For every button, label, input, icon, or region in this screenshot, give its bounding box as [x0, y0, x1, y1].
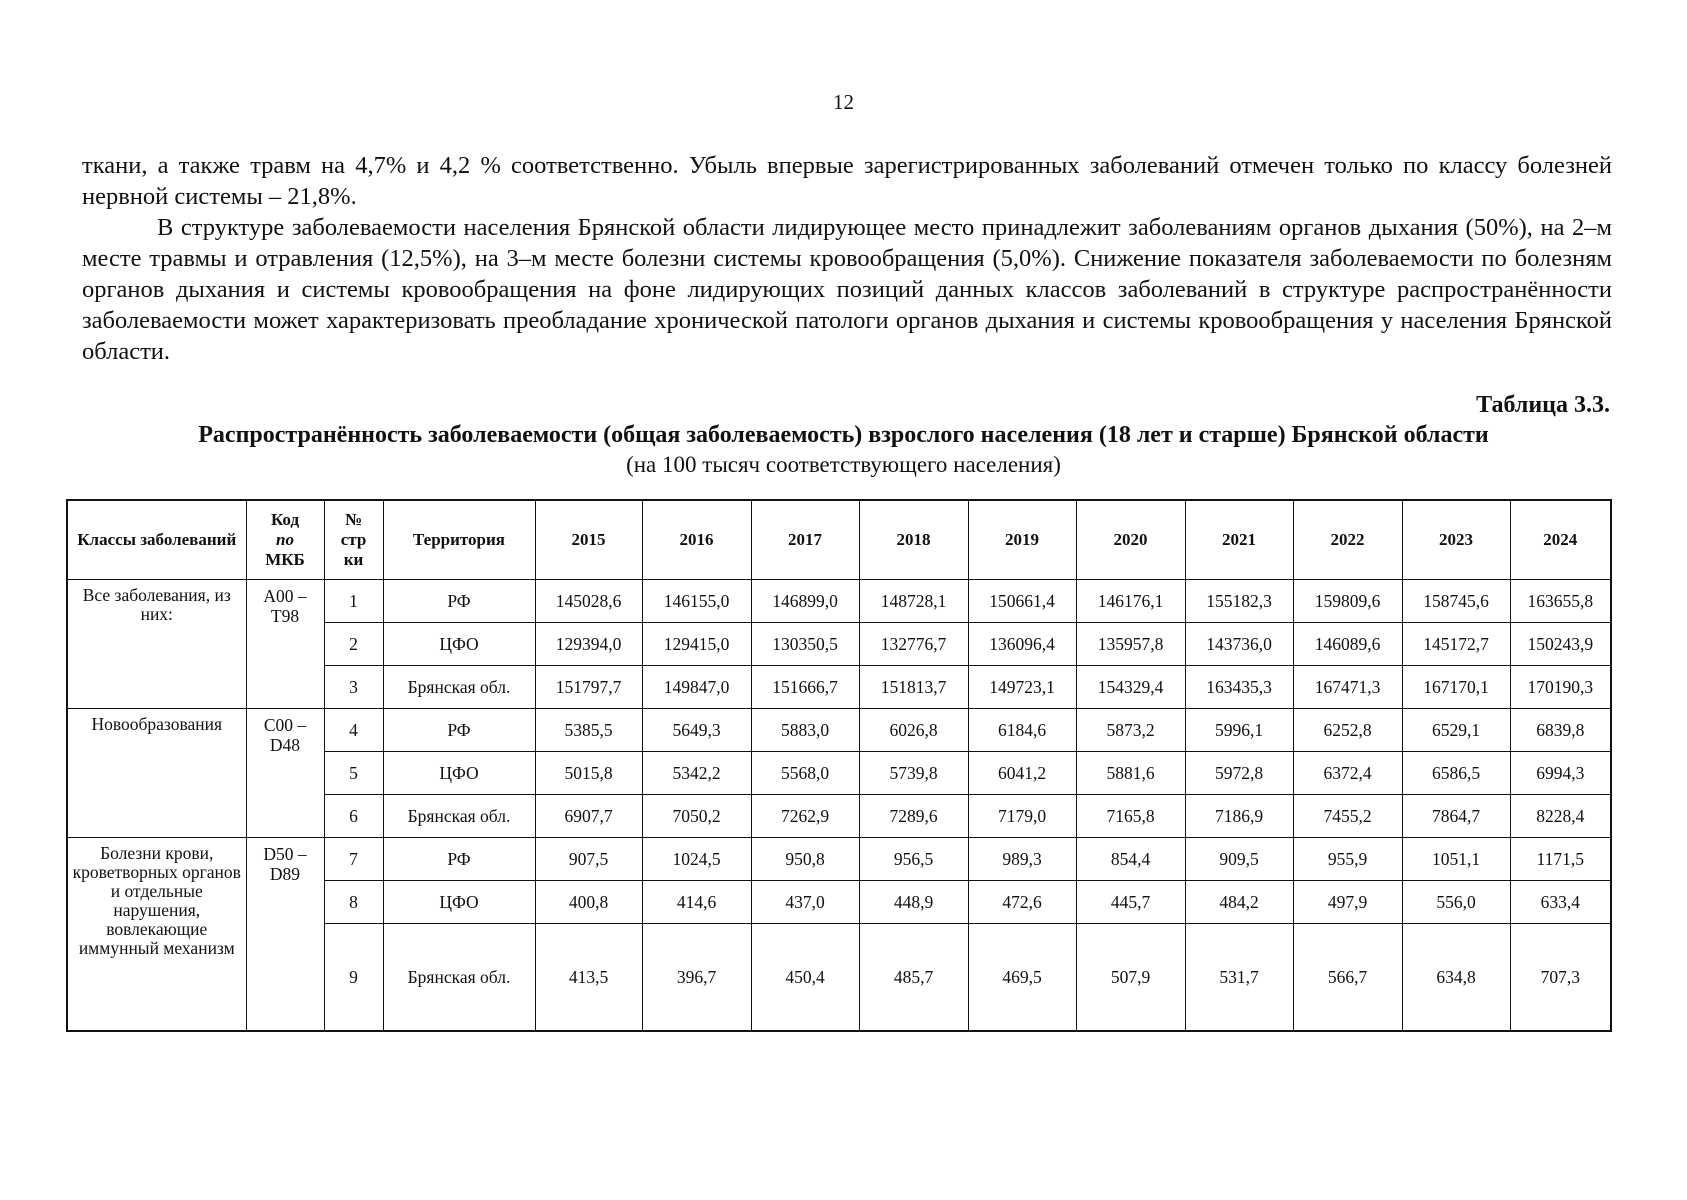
value-cell: 150243,9 [1510, 623, 1611, 666]
value-cell: 151797,7 [535, 666, 642, 709]
value-cell: 7289,6 [859, 795, 968, 838]
territory-cell: ЦФО [383, 881, 535, 924]
value-cell: 634,8 [1402, 924, 1510, 1032]
value-cell: 400,8 [535, 881, 642, 924]
value-cell: 7050,2 [642, 795, 751, 838]
header-row-number [324, 500, 383, 580]
header-year: 2017 [751, 500, 859, 580]
header-row-number-line: № [344, 510, 363, 529]
value-cell: 148728,1 [859, 580, 968, 623]
value-cell: 145028,6 [535, 580, 642, 623]
disease-class-cell: Болезни крови, кроветворных органов и отдельные нарушения, вовлекающие иммунный механизм [67, 838, 246, 1032]
territory-cell: ЦФО [383, 623, 535, 666]
value-cell: 5972,8 [1185, 752, 1293, 795]
row-number-cell: 4 [324, 709, 383, 752]
value-cell: 956,5 [859, 838, 968, 881]
value-cell: 955,9 [1293, 838, 1402, 881]
value-cell: 1024,5 [642, 838, 751, 881]
value-cell: 707,3 [1510, 924, 1611, 1032]
table-header-row [67, 500, 1611, 580]
value-cell: 132776,7 [859, 623, 968, 666]
row-number-cell: 1 [324, 580, 383, 623]
value-cell: 1171,5 [1510, 838, 1611, 881]
value-cell: 129394,0 [535, 623, 642, 666]
value-cell: 136096,4 [968, 623, 1076, 666]
value-cell: 497,9 [1293, 881, 1402, 924]
value-cell: 6372,4 [1293, 752, 1402, 795]
disease-class-cell: Новообразования [67, 709, 246, 838]
value-cell: 5873,2 [1076, 709, 1185, 752]
value-cell: 6041,2 [968, 752, 1076, 795]
value-cell: 531,7 [1185, 924, 1293, 1032]
value-cell: 7186,9 [1185, 795, 1293, 838]
value-cell: 129415,0 [642, 623, 751, 666]
territory-cell: Брянская обл. [383, 795, 535, 838]
morbidity-table [66, 499, 1612, 1032]
header-year: 2024 [1510, 500, 1611, 580]
header-code-line: Код [270, 510, 300, 529]
value-cell: 7864,7 [1402, 795, 1510, 838]
header-year: 2018 [859, 500, 968, 580]
value-cell: 159809,6 [1293, 580, 1402, 623]
value-cell: 146176,1 [1076, 580, 1185, 623]
value-cell: 6529,1 [1402, 709, 1510, 752]
disease-class-cell: Все заболевания, из них: [67, 580, 246, 709]
table-label: Таблица 3.3. [1476, 392, 1610, 418]
value-cell: 556,0 [1402, 881, 1510, 924]
value-cell: 7179,0 [968, 795, 1076, 838]
value-cell: 6907,7 [535, 795, 642, 838]
header-year: 2015 [535, 500, 642, 580]
value-cell: 163435,3 [1185, 666, 1293, 709]
value-cell: 469,5 [968, 924, 1076, 1032]
icd-code-cell: C00 – D48 [246, 709, 324, 838]
value-cell: 149847,0 [642, 666, 751, 709]
page-number: 12 [833, 90, 854, 114]
row-number-cell: 5 [324, 752, 383, 795]
row-number-cell: 7 [324, 838, 383, 881]
header-year: 2022 [1293, 500, 1402, 580]
value-cell: 633,4 [1510, 881, 1611, 924]
row-number-cell: 8 [324, 881, 383, 924]
value-cell: 484,2 [1185, 881, 1293, 924]
value-cell: 485,7 [859, 924, 968, 1032]
value-cell: 145172,7 [1402, 623, 1510, 666]
value-cell: 909,5 [1185, 838, 1293, 881]
value-cell: 1051,1 [1402, 838, 1510, 881]
value-cell: 5649,3 [642, 709, 751, 752]
icd-code-cell: A00 – T98 [246, 580, 324, 709]
value-cell: 167471,3 [1293, 666, 1402, 709]
value-cell: 154329,4 [1076, 666, 1185, 709]
value-cell: 854,4 [1076, 838, 1185, 881]
value-cell: 6994,3 [1510, 752, 1611, 795]
table-row [67, 709, 1611, 752]
header-year: 2016 [642, 500, 751, 580]
header-row-number-line: стр [340, 530, 367, 549]
value-cell: 7455,2 [1293, 795, 1402, 838]
value-cell: 150661,4 [968, 580, 1076, 623]
value-cell: 5015,8 [535, 752, 642, 795]
value-cell: 167170,1 [1402, 666, 1510, 709]
value-cell: 135957,8 [1076, 623, 1185, 666]
value-cell: 163655,8 [1510, 580, 1611, 623]
value-cell: 950,8 [751, 838, 859, 881]
header-code-line: МКБ [265, 550, 305, 569]
header-year: 2023 [1402, 500, 1510, 580]
value-cell: 143736,0 [1185, 623, 1293, 666]
value-cell: 5342,2 [642, 752, 751, 795]
header-code [246, 500, 324, 580]
value-cell: 6252,8 [1293, 709, 1402, 752]
value-cell: 989,3 [968, 838, 1076, 881]
value-cell: 7262,9 [751, 795, 859, 838]
header-year: 2019 [968, 500, 1076, 580]
value-cell: 7165,8 [1076, 795, 1185, 838]
value-cell: 5883,0 [751, 709, 859, 752]
value-cell: 151666,7 [751, 666, 859, 709]
territory-cell: ЦФО [383, 752, 535, 795]
value-cell: 170190,3 [1510, 666, 1611, 709]
value-cell: 155182,3 [1185, 580, 1293, 623]
value-cell: 6184,6 [968, 709, 1076, 752]
value-cell: 146089,6 [1293, 623, 1402, 666]
territory-cell: РФ [383, 709, 535, 752]
header-territory: Территория [383, 500, 535, 580]
header-year: 2020 [1076, 500, 1185, 580]
value-cell: 437,0 [751, 881, 859, 924]
value-cell: 6586,5 [1402, 752, 1510, 795]
row-number-cell: 3 [324, 666, 383, 709]
value-cell: 566,7 [1293, 924, 1402, 1032]
value-cell: 445,7 [1076, 881, 1185, 924]
territory-cell: Брянская обл. [383, 666, 535, 709]
table-title: Распространённость заболеваемости (общая заболеваемость) взрослого населения (18 лет и старше) Брянской области [198, 422, 1489, 448]
row-number-cell: 6 [324, 795, 383, 838]
value-cell: 414,6 [642, 881, 751, 924]
value-cell: 507,9 [1076, 924, 1185, 1032]
header-code-line: по [276, 530, 294, 549]
value-cell: 146899,0 [751, 580, 859, 623]
table-subtitle: (на 100 тысяч соответствующего населения) [626, 452, 1061, 477]
value-cell: 8228,4 [1510, 795, 1611, 838]
table-row [67, 838, 1611, 881]
territory-cell: Брянская обл. [383, 924, 535, 1032]
header-year: 2021 [1185, 500, 1293, 580]
value-cell: 448,9 [859, 881, 968, 924]
territory-cell: РФ [383, 838, 535, 881]
icd-code-cell: D50 – D89 [246, 838, 324, 1032]
value-cell: 5881,6 [1076, 752, 1185, 795]
header-classes: Классы заболеваний [67, 500, 246, 580]
value-cell: 5568,0 [751, 752, 859, 795]
value-cell: 158745,6 [1402, 580, 1510, 623]
value-cell: 5385,5 [535, 709, 642, 752]
paragraph: ткани, а также травм на 4,7% и 4,2 % соответственно. Убыль впервые зарегистрированных заболеваний отмечен только по классу болезней нервной системы – 21,8%. [82, 152, 1612, 210]
value-cell: 472,6 [968, 881, 1076, 924]
value-cell: 146155,0 [642, 580, 751, 623]
value-cell: 396,7 [642, 924, 751, 1032]
table-body [67, 580, 1611, 1032]
value-cell: 907,5 [535, 838, 642, 881]
value-cell: 149723,1 [968, 666, 1076, 709]
value-cell: 5996,1 [1185, 709, 1293, 752]
row-number-cell: 2 [324, 623, 383, 666]
body-text [82, 150, 1612, 367]
value-cell: 450,4 [751, 924, 859, 1032]
header-row-number-line: ки [343, 550, 364, 569]
paragraph: В структуре заболеваемости населения Брянской области лидирующее место принадлежит заболеваниям органов дыхания (50%), на 2–м месте травмы и отравления (12,5%), на 3–м месте болезни системы кровообращения (5,0%). Снижение показателя заболеваемости по болезням органов дыхания и системы кровообращения на фоне лидирующих позиций данных классов заболеваний в структуре распространённости заболеваемости может характеризовать преобладание хронической патологи органов дыхания и системы кровообращения у населения Брянской области. [82, 214, 1612, 365]
value-cell: 151813,7 [859, 666, 968, 709]
value-cell: 6026,8 [859, 709, 968, 752]
value-cell: 413,5 [535, 924, 642, 1032]
value-cell: 6839,8 [1510, 709, 1611, 752]
value-cell: 5739,8 [859, 752, 968, 795]
value-cell: 130350,5 [751, 623, 859, 666]
table-row [67, 580, 1611, 623]
row-number-cell: 9 [324, 924, 383, 1032]
territory-cell: РФ [383, 580, 535, 623]
